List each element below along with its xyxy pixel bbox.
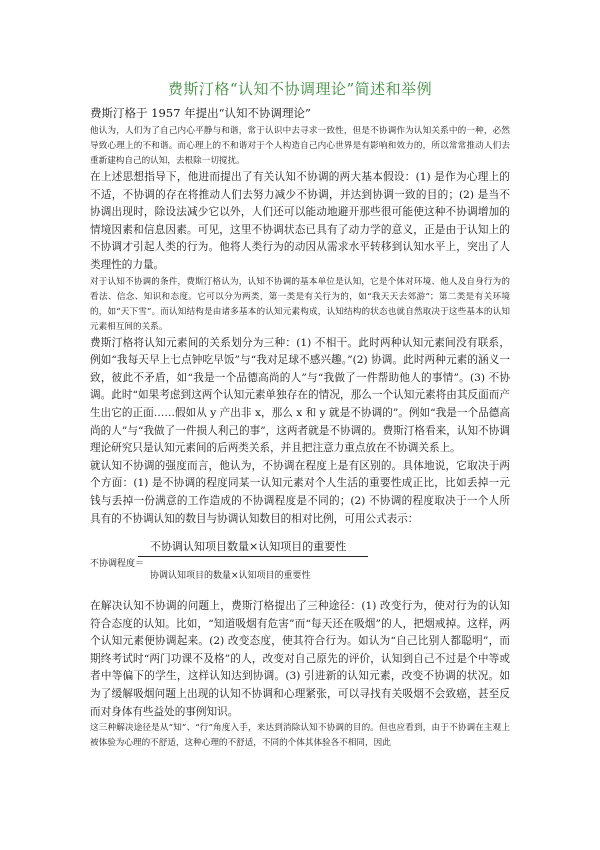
page-title: 费斯汀格“认知不协调理论”简述和举例 xyxy=(167,80,433,98)
formula-numerator: 不协调认知项目数量×认知项目的重要性 xyxy=(150,540,347,554)
formula-denominator: 协调认知项目的数量×认知项目的重要性 xyxy=(150,571,311,582)
document-page xyxy=(90,70,510,751)
paragraph-conclusion: 这三种解决途径是从“知”、“行”角度入手，来达到消除认知不协调的目的。但也应看到，由于不协调在主观上被体验为心理的不舒适，这种心理的不舒适，不同的个体其体验各不相同，因此 xyxy=(90,723,510,749)
subtitle: 费斯汀格于 1957 年提出“认知不协调理论” xyxy=(90,106,311,120)
paragraph-intensity: 就认知不协调的强度而言，他认为，不协调在程度上是有区别的。具体地说，它取决于两个方面：(1) 是不协调的程度同某一认知元素对个人生活的重要性成正比，比如丢掉一元钱与丢掉一份满意的工作造成的不协调程度是不同的；(2) 不协调的程度取决于一个人所具有的不协调认知的数目与协调认知数目的相对比例，可用公式表示： xyxy=(90,459,510,525)
dissonance-formula xyxy=(90,536,510,588)
paragraph-solutions: 在解决认知不协调的问题上，费斯汀格提出了三种途径：(1) 改变行为，使对行为的认知符合态度的认知。比如，“知道吸烟有危害”而“每天还在吸烟”的人，把烟戒掉。这样，两个认知元素便协调起来。(2) 改变态度，使其符合行为。如认为“自己比别人都聪明”，而期终考试时“两门功课不及格”的人，改变对自己原先的评价，认知到自己不过是个中等或者中等偏下的学生，这样认知达到协调。(3) 引进新的认知元素，改变不协调的状况。如为了缓解吸烟问题上出现的认知不协调和心理紧张，可以寻找有关吸烟不会致癌，甚至反而对身体有些益处的事例知识。 xyxy=(90,600,510,718)
paragraph-hypotheses: 在上述思想指导下，他进而提出了有关认知不协调的两大基本假设：(1) 是作为心理上的不适，不协调的存在将推动人们去努力减少不协调，并达到协调一致的目的；(2) 是当不协调出现时，除设法减少它以外，人们还可以能动地避开那些很可能使这种不协调增加的情境因素和信息因素。可见，这里不协调状态已具有了动力学的意义，正是由于认知上的不协调才引起人类的行为。他将人类行为的动因从需求水平转移到认知水平上，突出了人类理性的力量。 xyxy=(90,171,510,271)
paragraph-conditions: 对于认知不协调的条件，费斯汀格认为，认知不协调的基本单位是认知，它是个体对环境、他人及自身行为的看法、信念、知识和态度。它可以分为两类，第一类是有关行为的，如“我天天去郊游”；第二类是有关环境的，如“天下雪”。而认知结构是由诸多基本的认知元素构成，认知结构的状态也就自然取决于这些基本的认知元素相互间的关系。 xyxy=(90,276,510,332)
fraction-line xyxy=(138,556,368,557)
paragraph-intro: 他认为，人们为了自己内心平静与和谐，常于认识中去寻求一致性，但是不协调作为认知关系中的一种，必然导致心理上的不和谐。而心理上的不和谐对于个人构造自己内心世界是有影响和效力的，所以常常推动人们去重新建构自己的认知，去根除一切搅扰。 xyxy=(90,126,510,166)
formula-lhs: 不协调程度＝ xyxy=(90,559,145,570)
paragraph-relations: 费斯汀格将认知元素间的关系划分为三种：(1) 不相干。此时两种认知元素间没有联系，例如“我每天早上七点钟吃早饭”与“我对足球不感兴趣。”(2) 协调。此时两种元素的涵义一致，彼此不矛盾，如“我是一个品德高尚的人”与“我做了一件帮助他人的事情”。(3) 不协调。此时“如果考虑到这两个认知元素单独存在的情况，那么一个认知元素将由其反面而产生出它的正面……假如从 y 产出非 x，那么 x 和 y 就是不协调的”。例如“我是一个品德高尚的人”与“我做了一件损人利己的事”，这两者就是不协调的。费斯汀格看来，认知不协调理论研究只是认知元素间的后两类关系，并且把注意力重点放在不协调关系上。 xyxy=(90,336,510,455)
